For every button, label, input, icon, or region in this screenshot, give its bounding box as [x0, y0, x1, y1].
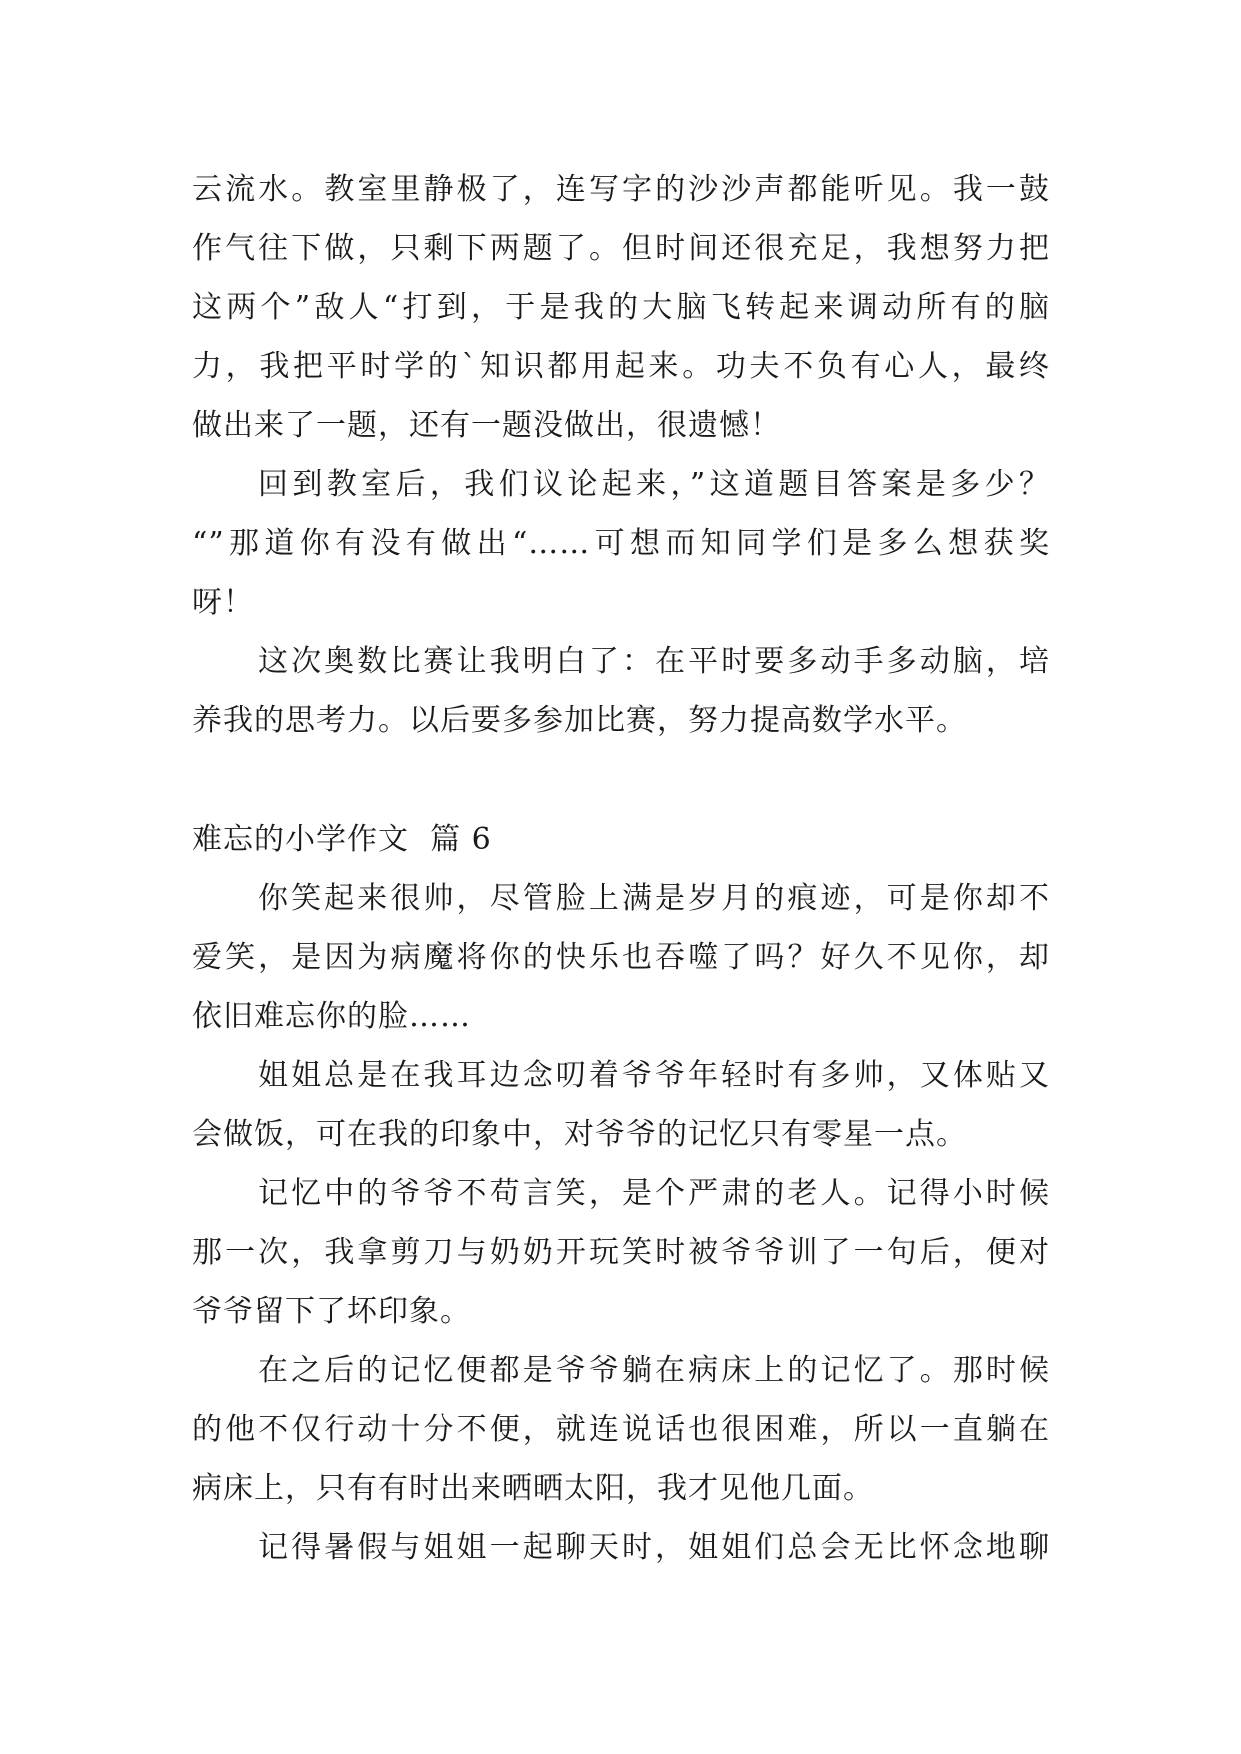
paragraph: [192, 869, 1050, 1046]
text-line: 爱笑，是因为病魔将你的快乐也吞噬了吗？好久不见你，却: [192, 940, 1050, 975]
paragraph: [192, 160, 1050, 455]
paragraph: [192, 455, 1050, 632]
paragraph: [192, 1046, 1050, 1164]
text-line: 云流水。教室里静极了，连写字的沙沙声都能听见。我一鼓: [192, 172, 1050, 207]
text-line: 记忆中的爷爷不苟言笑，是个严肃的老人。记得小时候: [258, 1176, 1050, 1211]
text-line: 依旧难忘你的脸……: [192, 999, 471, 1034]
text-line: “”那道你有没有做出“……可想而知同学们是多么想获奖: [192, 526, 1050, 561]
text-line: 这次奥数比赛让我明白了：在平时要多动手多动脑，培: [258, 644, 1050, 679]
text-line: 呀！: [192, 585, 254, 620]
paragraph: [192, 1164, 1050, 1341]
text-line: 爷爷留下了坏印象。: [192, 1294, 471, 1329]
text-line: 记得暑假与姐姐一起聊天时，姐姐们总会无比怀念地聊: [258, 1530, 1050, 1565]
paragraph: [192, 632, 1050, 750]
text-line: 你笑起来很帅，尽管脸上满是岁月的痕迹，可是你却不: [258, 881, 1050, 916]
section-heading: 难忘的小学作文 篇 6: [192, 822, 492, 857]
spacer: [192, 750, 1050, 810]
text-line: 回到教室后，我们议论起来，”这道题目答案是多少？: [258, 467, 1050, 502]
text-line: 姐姐总是在我耳边念叨着爷爷年轻时有多帅，又体贴又: [258, 1058, 1050, 1093]
text-line: 病床上，只有有时出来晒晒太阳，我才见他几面。: [192, 1471, 874, 1506]
document-page: [192, 160, 1050, 1577]
text-line: 力，我把平时学的`知识都用起来。功夫不负有心人，最终: [192, 349, 1050, 384]
text-line: 的他不仅行动十分不便，就连说话也很困难，所以一直躺在: [192, 1412, 1050, 1447]
text-line: 作气往下做，只剩下两题了。但时间还很充足，我想努力把: [192, 231, 1050, 266]
paragraph: [192, 1518, 1050, 1577]
text-line: 那一次，我拿剪刀与奶奶开玩笑时被爷爷训了一句后，便对: [192, 1235, 1050, 1270]
text-line: 养我的思考力。以后要多参加比赛，努力提高数学水平。: [192, 703, 967, 738]
text-line: 做出来了一题，还有一题没做出，很遗憾！: [192, 408, 781, 443]
paragraph: [192, 1341, 1050, 1518]
text-line: 这两个”敌人“打到，于是我的大脑飞转起来调动所有的脑: [192, 290, 1050, 325]
text-line: 会做饭，可在我的印象中，对爷爷的记忆只有零星一点。: [192, 1117, 967, 1152]
text-line: 在之后的记忆便都是爷爷躺在病床上的记忆了。那时候: [258, 1353, 1050, 1388]
